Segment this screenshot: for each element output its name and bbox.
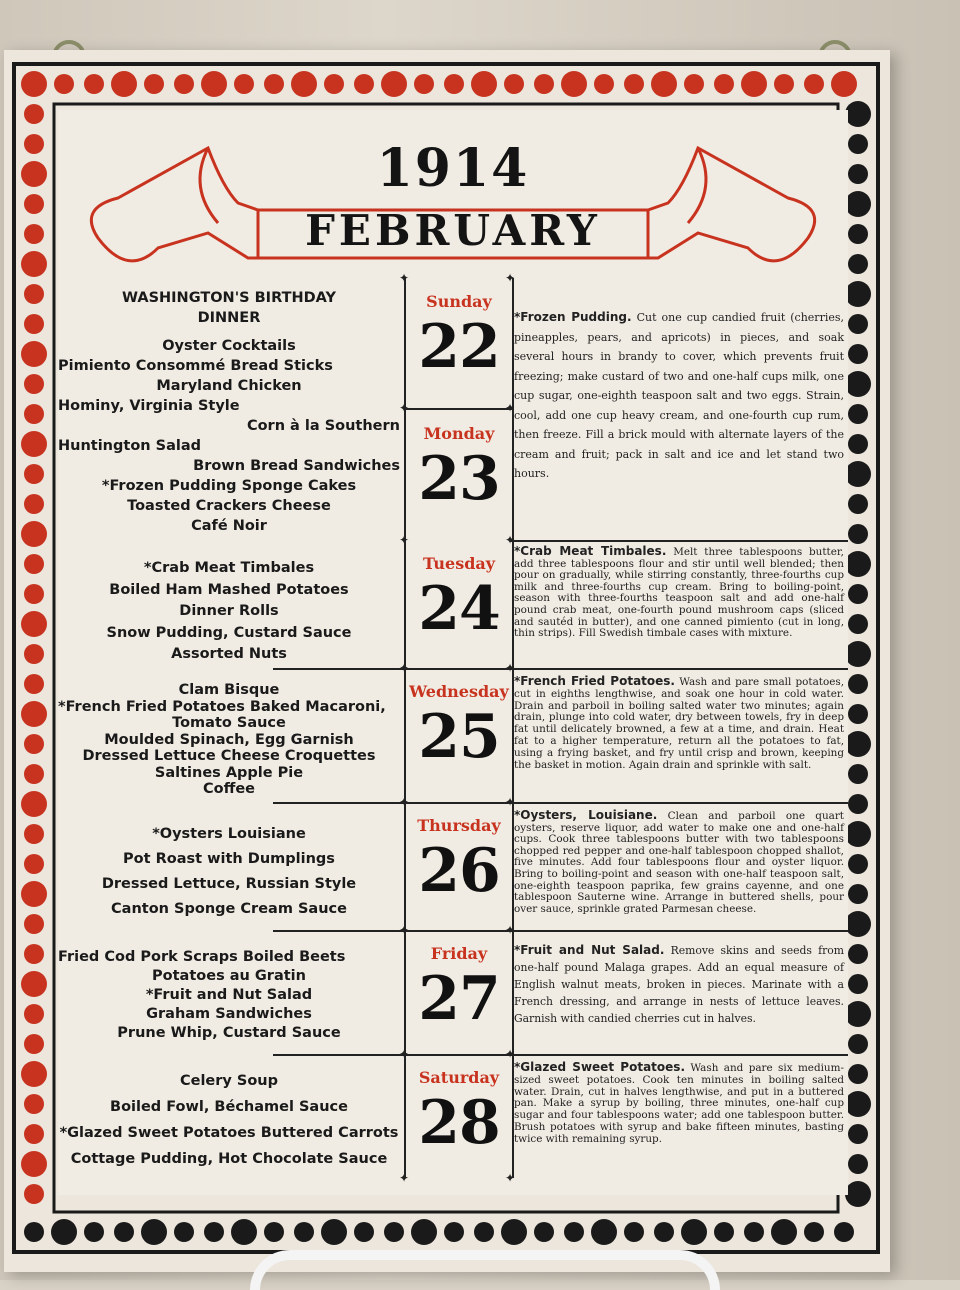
border-ornament [594,74,614,94]
border-ornament [231,1219,257,1245]
border-ornament [21,791,47,817]
border-ornament [354,1222,374,1242]
border-ornament [774,74,794,94]
border-ornament [24,464,44,484]
border-ornament [141,1219,167,1245]
corner-ornament: ✦ [399,401,410,415]
menu-item: Toasted Crackers Cheese [127,498,331,514]
corner-ornament: ✦ [399,661,410,675]
border-ornament [744,1222,764,1242]
recipe-frozen-pudding [514,308,844,484]
border-ornament [848,614,868,634]
recipe-text: Wash and pare six medium-sized sweet potatoes. Cook ten minutes in boiling salted water. Drain, cut in halves lengthwise, and put in a buttered pan. Make a syrup by boiling, three minutes, one-half cup sugar and four tablespoons water; add one tablespoon butter. Brush potatoes with syrup and bake fifteen minutes, basting twice with remaining syrup. [514,1062,844,1145]
day-number: 28 [418,1088,500,1158]
border-ornament [21,971,47,997]
border-ornament [24,644,44,664]
border-ornament [384,1222,404,1242]
border-ornament [848,224,868,244]
border-ornament [848,704,868,724]
border-ornament [21,251,47,277]
border-ornament [845,1091,871,1117]
border-ornament [264,74,284,94]
border-ornament [848,434,868,454]
calendar-month: FEBRUARY [305,206,601,255]
recipe-text: Melt three tablespoons butter, add three tablespoons flour and stir until well blended; then pour on gradually, while stirring constantly, three-fourths cup milk and three-fourths cup cream. Bring to boiling-point, season with three-fourths teaspoon salt and add one-half pound crab meat, one-fourth pound mushroom caps (sliced and sautéd in butter), and one canned pimiento (cut in long, thin strips). Fill Swedish timbale cases with mixture. [514,546,844,640]
menu-list [58,558,400,666]
menu-item: Oyster Cocktails [162,338,296,354]
menu-item: Boiled Fowl, Béchamel Sauce [110,1099,348,1115]
menu-item: DINNER [197,310,261,326]
border-ornament [848,674,868,694]
border-ornament [771,1219,797,1245]
border-ornament [845,281,871,307]
recipe-text: Wash and pare small potatoes, cut in eighths lengthwise, and soak one hour in cold water. Drain and parboil in boiling salted water two minutes; again drain, plunge into cold water, dry between towels, fry in deep fat until delicately browned, a few at a time, and drain. Heat fat to a higher temperature, return all the potatoes to fat, using a frying basket, and fry until crisp and brown, keeping the basket in motion. Again drain and sprinkle with salt. [514,676,845,771]
menu-item: Snow Pudding, Custard Sauce [106,624,352,641]
border-ornament [24,1222,44,1242]
menu-list [58,948,400,1043]
border-ornament [848,1064,868,1084]
recipe-title: *Frozen Pudding. [514,310,632,324]
border-ornament [714,74,734,94]
border-ornament [714,1222,734,1242]
border-ornament [174,1222,194,1242]
menu-item: Café Noir [191,518,267,534]
border-ornament [24,734,44,754]
menu-item: *French Fried Potatoes Baked Macaroni, [58,698,386,715]
border-ornament [144,74,164,94]
border-ornament [21,701,47,727]
day-number: 24 [418,574,500,644]
corner-ornament: ✦ [399,1171,410,1185]
border-ornament [174,74,194,94]
border-ornament [591,1219,617,1245]
border-ornament [294,1222,314,1242]
border-ornament [564,1222,584,1242]
border-ornament [21,1151,47,1177]
border-ornament [845,191,871,217]
border-ornament [24,194,44,214]
border-ornament [848,254,868,274]
day-name: Sunday [426,292,492,311]
border-ornament [681,1219,707,1245]
border-ornament [24,1034,44,1054]
border-ornament [804,74,824,94]
border-ornament [24,1124,44,1144]
border-ornament [24,404,44,424]
corner-ornament: ✦ [399,795,410,809]
border-ornament [51,1219,77,1245]
day-row-wednesday [58,668,848,802]
day-name: Saturday [418,1068,500,1087]
menu-item: Dressed Lettuce, Russian Style [101,876,357,892]
border-ornament [24,824,44,844]
day-box-monday [404,408,514,542]
day-box-sunday [404,278,514,408]
menu-list [58,288,400,538]
menu-item: Maryland Chicken [156,378,302,394]
border-ornament [845,371,871,397]
recipe-crab-meat-timbales [514,546,844,640]
calendar-content [58,110,848,1195]
menu-list [58,1068,400,1172]
border-ornament [84,1222,104,1242]
menu-item: Hominy, Virginia Style [58,398,240,414]
day-number: 26 [418,836,500,906]
border-ornament [848,344,868,364]
calendar-year: 1914 [376,138,530,199]
border-ornament [24,554,44,574]
day-box-friday [404,930,514,1054]
border-ornament [201,71,227,97]
menu-item: *Glazed Sweet Potatoes Buttered Carrots [59,1125,399,1141]
day-box-saturday [404,1054,514,1178]
border-ornament [501,1219,527,1245]
border-ornament [24,1094,44,1114]
menu-item: Coffee [202,781,256,797]
border-ornament [845,731,871,757]
menu-item: Potatoes au Gratin [152,968,306,984]
border-ornament [848,764,868,784]
border-ornament [321,1219,347,1245]
border-ornament [474,1222,494,1242]
border-ornament [24,134,44,154]
border-ornament [848,884,868,904]
menu-item: Brown Bread Sandwiches [193,458,400,474]
day-box-thursday [404,802,514,930]
recipe-title: *Glazed Sweet Potatoes. [514,1060,686,1074]
border-ornament [24,854,44,874]
border-ornament [845,551,871,577]
day-row-saturday [58,1054,848,1178]
recipe-text: Cut one cup candied fruit (cherries, pineapples, pears, and apricots) in pieces, and soak several hours in brandy to cover, which prevents fruit freezing; make custard of two and one-half cups milk, one cup sugar, one-eighth teaspoon salt and two eggs. Strain, cool, add one cup heavy cream, and one-fourth cup rum, then freeze. Fill a brick mould with alternate layers of the cream and fruit; pack in salt and ice and let stand two hours. [514,311,844,480]
recipe-title: *French Fried Potatoes. [514,674,675,688]
corner-ornament: ✦ [505,1171,516,1185]
menu-item: Corn à la Southern [246,418,400,434]
border-ornament [444,74,464,94]
day-name: Tuesday [422,554,496,573]
recipe-text: Clean and parboil one quart oysters, reserve liquor, add water to make one and one-half cups. Cook three tablespoons butter with two tablespoons chopped red pepper and one-half tablespoon chopped shallot, five minutes. Add four tablespoons flour and oyster liquor. Bring to boiling-point and season with one-half teaspoon salt, one-eighth teaspoon paprika, few grains cayenne, and one tablespoon Sauterne wine. Arrange in buttered shells, pour over sauce, sprinkle grated Parmesan cheese. [514,810,844,915]
border-ornament [414,74,434,94]
border-ornament [24,494,44,514]
day-row-sunday [58,278,848,540]
border-ornament [24,224,44,244]
border-ornament [21,881,47,907]
border-ornament [411,1219,437,1245]
menu-item: Cottage Pudding, Hot Chocolate Sauce [70,1151,388,1167]
border-ornament [111,71,137,97]
border-ornament [848,164,868,184]
border-ornament [561,71,587,97]
border-ornament [24,764,44,784]
menu-item: Boiled Ham Mashed Potatoes [109,581,349,598]
border-ornament [845,461,871,487]
menu-item: *Frozen Pudding Sponge Cakes [101,478,357,494]
menu-item: Celery Soup [179,1073,279,1089]
border-ornament [624,74,644,94]
menu-item: Graham Sandwiches [146,1006,312,1022]
corner-ornament: ✦ [505,1047,516,1061]
day-number: 25 [418,702,500,772]
day-row-tuesday [58,540,848,668]
recipe-glazed-sweet-potatoes [514,1062,844,1146]
border-ornament [24,314,44,334]
menu-item: Assorted Nuts [171,646,287,662]
menu-item: Pot Roast with Dumplings [123,851,335,867]
border-ornament [848,404,868,424]
day-row-thursday [58,802,848,930]
menu-item: Moulded Spinach, Egg Garnish [104,731,354,748]
border-ornament [624,1222,644,1242]
menu-item: Dressed Lettuce Cheese Croquettes [82,748,376,764]
recipe-oysters-louisiane [514,810,844,915]
menu-item: Saltines Apple Pie [154,764,304,781]
border-ornament [848,794,868,814]
corner-ornament: ✦ [505,923,516,937]
recipe-french-fried-potatoes [514,676,844,771]
border-ornament [84,74,104,94]
border-ornament [848,584,868,604]
corner-ornament: ✦ [399,271,410,285]
border-ornament [24,1184,44,1204]
border-ornament [848,494,868,514]
border-ornament [848,524,868,544]
border-ornament [354,74,374,94]
recipe-title: *Oysters, Louisiane. [514,808,658,822]
menu-item: Huntington Salad [58,438,202,454]
border-ornament [324,74,344,94]
border-ornament [24,914,44,934]
border-ornament [684,74,704,94]
border-ornament [444,1222,464,1242]
corner-ornament: ✦ [399,1047,410,1061]
recipe-text: Remove skins and seeds from one-half pound Malaga grapes. Add an equal measure of English walnut meats, broken in pieces. Marinate with a French dressing, and arrange in nests of lettuce leaves. Garnish with candied cherries cut in halves. [514,944,844,1025]
border-ornament [24,284,44,304]
border-ornament [654,1222,674,1242]
menu-item: Fried Cod Pork Scraps Boiled Beets [58,949,346,965]
day-number: 27 [418,964,500,1034]
border-ornament [381,71,407,97]
menu-item: Clam Bisque [178,682,280,698]
border-ornament [504,74,524,94]
border-ornament [24,1004,44,1024]
border-ornament [21,521,47,547]
border-ornament [204,1222,224,1242]
recipe-title: *Crab Meat Timbales. [514,544,667,558]
border-ornament [848,1124,868,1144]
menu-item: *Oysters Louisiane [152,826,306,842]
border-ornament [848,974,868,994]
border-ornament [54,74,74,94]
corner-ornament: ✦ [399,923,410,937]
menu-item: *Crab Meat Timbales [143,560,315,576]
border-ornament [848,1034,868,1054]
border-ornament [848,1154,868,1174]
border-ornament [24,674,44,694]
corner-ornament: ✦ [505,271,516,285]
corner-ornament: ✦ [505,401,516,415]
menu-item: Canton Sponge Cream Sauce [111,901,347,917]
day-row-friday [58,930,848,1054]
border-ornament [845,821,871,847]
border-ornament [831,71,857,97]
day-name: Monday [423,424,495,443]
border-ornament [804,1222,824,1242]
day-box-wednesday [404,668,514,802]
border-ornament [21,161,47,187]
border-ornament [848,944,868,964]
border-ornament [845,101,871,127]
border-ornament [21,71,47,97]
corner-ornament: ✦ [505,795,516,809]
menu-list [58,682,400,798]
border-ornament [471,71,497,97]
border-ornament [845,1181,871,1207]
recipe-title: *Fruit and Nut Salad. [514,943,665,957]
menu-item: Pimiento Consommé Bread Sticks [58,358,333,374]
corner-ornament: ✦ [505,661,516,675]
menu-item: Tomato Sauce [172,715,286,731]
border-ornament [845,641,871,667]
menu-list [58,822,400,922]
border-ornament [21,431,47,457]
border-ornament [21,341,47,367]
border-ornament [845,1001,871,1027]
border-ornament [24,584,44,604]
corner-ornament: ✦ [399,533,410,547]
menu-item: *Fruit and Nut Salad [145,987,313,1003]
day-name: Friday [430,944,488,963]
border-ornament [834,1222,854,1242]
day-name: Wednesday [409,682,509,701]
border-ornament [848,854,868,874]
day-box-tuesday [404,540,514,668]
border-ornament [291,71,317,97]
border-ornament [21,1061,47,1087]
menu-item: WASHINGTON'S BIRTHDAY [122,290,336,306]
border-ornament [114,1222,134,1242]
border-ornament [24,104,44,124]
border-ornament [534,1222,554,1242]
border-ornament [651,71,677,97]
border-ornament [24,944,44,964]
corner-ornament: ✦ [505,533,516,547]
border-ornament [234,74,254,94]
day-number: 23 [418,444,500,514]
border-ornament [848,134,868,154]
border-ornament [741,71,767,97]
border-ornament [848,314,868,334]
border-ornament [24,374,44,394]
border-ornament [534,74,554,94]
border-ornament [264,1222,284,1242]
calendar-stand [250,1250,720,1290]
day-name: Thursday [417,816,501,835]
menu-item: Prune Whip, Custard Sauce [117,1025,341,1041]
menu-item: Dinner Rolls [179,603,279,619]
border-ornament [21,611,47,637]
day-number: 22 [418,312,500,382]
recipe-fruit-and-nut-salad [514,942,844,1027]
border-ornament [845,911,871,937]
